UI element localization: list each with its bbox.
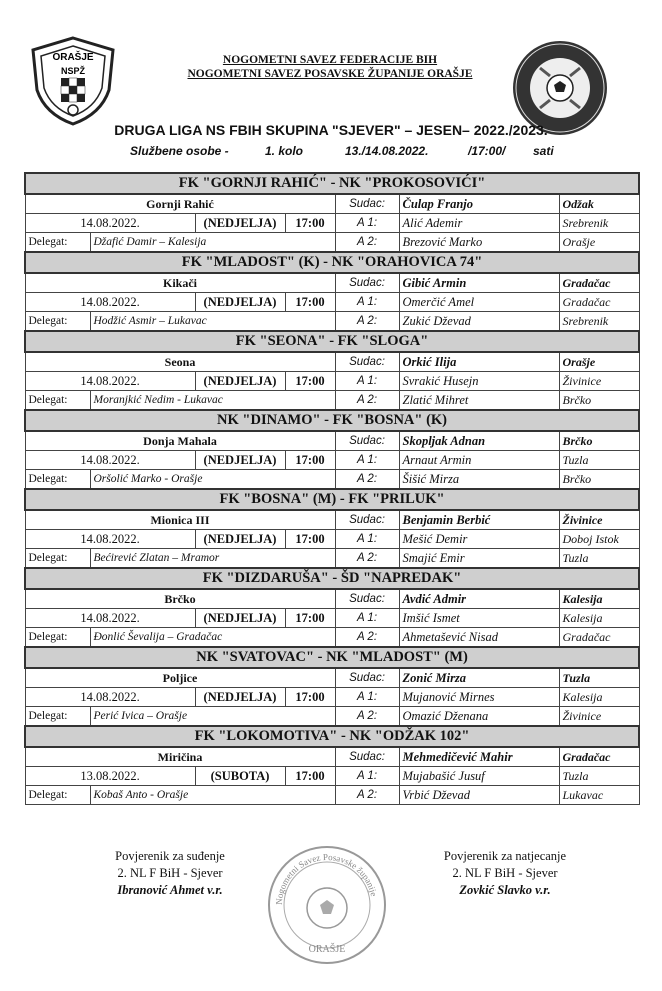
assistant-2-city: Živinice [559,707,639,727]
assistant-2-label: A 2: [335,233,399,253]
date-row [25,451,639,470]
assistant-2-label: A 2: [335,628,399,648]
assistant-1-city: Tuzla [559,451,639,470]
officials-schedule-table [24,172,640,805]
referee-city: Orašje [559,352,639,372]
venue-row [25,589,639,609]
match-title: FK "GORNJI RAHIĆ" - NK "PROKOSOVIĆI" [25,173,639,194]
round-label: 1. kolo [265,144,304,158]
referee-city: Živinice [559,510,639,530]
svg-text:ORAŠJE: ORAŠJE [308,944,346,955]
commissioner-league: 2. NL F BiH - Sjever [452,866,558,880]
match-date: 14.08.2022. [25,293,195,312]
assistant-1-label: A 1: [335,214,399,233]
match-date: 14.08.2022. [25,451,195,470]
match-day: (SUBOTA) [195,767,285,786]
assistant-2-label: A 2: [335,786,399,805]
delegate-label: Delegat: [25,470,90,490]
delegate-row [25,628,639,648]
referee-name: Gibić Armin [399,273,559,293]
referee-label: Sudac: [335,352,399,372]
delegate-name: Hodžić Asmir – Lukavac [90,312,335,332]
assistant-1-city: Tuzla [559,767,639,786]
assistant-1-city: Kalesija [559,609,639,628]
match-title: FK "LOKOMOTIVA" - NK "ODŽAK 102" [25,726,639,747]
assistant-1-city: Srebrenik [559,214,639,233]
referee-name: Avdić Admir [399,589,559,609]
match-header-row [25,647,639,668]
delegate-row [25,707,639,727]
assistant-1-name: Svrakić Husejn [399,372,559,391]
referee-city: Brčko [559,431,639,451]
match-title: NK "DINAMO" - FK "BOSNA" (K) [25,410,639,431]
delegate-name: Bećirević Zlatan – Mramor [90,549,335,569]
match-date: 14.08.2022. [25,688,195,707]
delegate-row [25,549,639,569]
venue-row [25,273,639,293]
venue: Brčko [25,589,335,609]
assistant-1-city: Kalesija [559,688,639,707]
match-title: FK "MLADOST" (K) - NK "ORAHOVICA 74" [25,252,639,273]
assistant-2-city: Tuzla [559,549,639,569]
venue-row [25,194,639,214]
officials-label: Službene osobe - [130,144,229,158]
assistant-2-name: Vrbić Dževad [399,786,559,805]
assistant-2-label: A 2: [335,470,399,490]
assistant-1-name: Mujabašić Jusuf [399,767,559,786]
match-day: (NEDJELJA) [195,214,285,233]
venue: Poljice [25,668,335,688]
delegate-row [25,233,639,253]
venue: Kikači [25,273,335,293]
assistant-2-name: Zlatić Mihret [399,391,559,411]
match-title: FK "SEONA" - FK "SLOGA" [25,331,639,352]
match-time: 17:00 [285,530,335,549]
assistant-1-city: Gradačac [559,293,639,312]
assistant-2-name: Brezović Marko [399,233,559,253]
match-day: (NEDJELJA) [195,451,285,470]
assistant-2-label: A 2: [335,312,399,332]
assistant-1-label: A 1: [335,688,399,707]
match-header-row [25,252,639,273]
assistant-2-name: Zukić Dževad [399,312,559,332]
delegate-name: Moranjkić Nedim - Lukavac [90,391,335,411]
venue: Miričina [25,747,335,767]
assistant-2-label: A 2: [335,549,399,569]
referee-label: Sudac: [335,273,399,293]
referee-name: Zonić Mirza [399,668,559,688]
match-time: 17:00 [285,609,335,628]
referee-name: Orkić Ilija [399,352,559,372]
referee-name: Mehmedičević Mahir [399,747,559,767]
referee-city: Gradačac [559,273,639,293]
delegate-name: Oršolić Marko - Orašje [90,470,335,490]
date-row [25,293,639,312]
referee-label: Sudac: [335,510,399,530]
delegate-label: Delegat: [25,786,90,805]
match-time: 17:00 [285,214,335,233]
delegate-row [25,470,639,490]
match-day: (NEDJELJA) [195,530,285,549]
assistant-1-label: A 1: [335,767,399,786]
venue-row [25,352,639,372]
assistant-2-city: Lukavac [559,786,639,805]
assistant-2-label: A 2: [335,707,399,727]
assistant-1-label: A 1: [335,609,399,628]
assistant-1-name: Mešić Demir [399,530,559,549]
delegate-label: Delegat: [25,391,90,411]
match-time: 17:00 [285,767,335,786]
assistant-1-name: Omerčić Amel [399,293,559,312]
match-time: 17:00 [285,293,335,312]
delegate-name: Džafić Damir – Kalesija [90,233,335,253]
match-time: 17:00 [285,451,335,470]
assistant-1-name: Alić Ademir [399,214,559,233]
delegate-label: Delegat: [25,707,90,727]
svg-text:NSPŽ: NSPŽ [60,66,86,76]
assistant-2-name: Ahmetašević Nisad [399,628,559,648]
assistant-2-city: Gradačac [559,628,639,648]
match-day: (NEDJELJA) [195,609,285,628]
match-header-row [25,568,639,589]
delegate-label: Delegat: [25,628,90,648]
delegate-label: Delegat: [25,312,90,332]
venue-row [25,431,639,451]
org-line-2: NOGOMETNI SAVEZ POSAVSKE ŽUPANIJE ORAŠJE [187,68,473,80]
match-date: 14.08.2022. [25,372,195,391]
org-line-1: NOGOMETNI SAVEZ FEDERACIJE BIH [222,54,438,66]
assistant-2-label: A 2: [335,391,399,411]
match-day: (NEDJELJA) [195,688,285,707]
referee-commissioner [70,848,270,899]
commissioner-signature: Zovkić Slavko v.r. [459,883,551,897]
venue: Gornji Rahić [25,194,335,214]
round-time: /17:00/ [468,144,506,158]
delegate-name: Đonlić Ševalija – Gradačac [90,628,335,648]
referee-city: Tuzla [559,668,639,688]
assistant-2-name: Smajić Emir [399,549,559,569]
commissioner-title: Povjerenik za natjecanje [443,849,567,863]
assistant-1-city: Živinice [559,372,639,391]
referee-label: Sudac: [335,747,399,767]
referee-name: Skopljak Adnan [399,431,559,451]
organization-header [120,53,540,81]
assistant-2-city: Orašje [559,233,639,253]
time-unit: sati [533,144,554,158]
date-row [25,214,639,233]
delegate-row [25,391,639,411]
svg-text:ORAŠJE: ORAŠJE [52,52,94,63]
assistant-1-city: Doboj Istok [559,530,639,549]
venue-row [25,668,639,688]
date-row [25,609,639,628]
match-title: FK "DIZDARUŠA" - ŠD "NAPREDAK" [25,568,639,589]
match-day: (NEDJELJA) [195,293,285,312]
match-header-row [25,726,639,747]
venue: Donja Mahala [25,431,335,451]
match-title: FK "BOSNA" (M) - FK "PRILUK" [25,489,639,510]
venue-row [25,747,639,767]
delegate-label: Delegat: [25,549,90,569]
assistant-1-name: Arnaut Armin [399,451,559,470]
page-title: DRUGA LIGA NS FBIH SKUPINA "SJEVER" – JESEN– 2022./2023. [114,122,548,138]
commissioner-league: 2. NL F BiH - Sjever [117,866,223,880]
delegate-label: Delegat: [25,233,90,253]
date-row [25,767,639,786]
delegate-name: Perić Ivica – Orašje [90,707,335,727]
match-day: (NEDJELJA) [195,372,285,391]
official-stamp [262,840,392,970]
match-header-row [25,331,639,352]
commissioner-signature: Ibranović Ahmet v.r. [117,883,223,897]
assistant-2-city: Brčko [559,391,639,411]
competition-commissioner [405,848,605,899]
referee-city: Gradačac [559,747,639,767]
venue: Mionica III [25,510,335,530]
match-date: 14.08.2022. [25,214,195,233]
date-row [25,372,639,391]
referee-city: Odžak [559,194,639,214]
match-header-row [25,173,639,194]
referee-label: Sudac: [335,589,399,609]
match-header-row [25,489,639,510]
referee-label: Sudac: [335,194,399,214]
referee-name: Čulap Franjo [399,194,559,214]
assistant-2-name: Omazić Dženana [399,707,559,727]
assistant-2-city: Brčko [559,470,639,490]
svg-text:Nogometni Savez Posavske župan: Nogometni Savez Posavske županije [273,851,380,906]
assistant-1-label: A 1: [335,530,399,549]
assistant-1-label: A 1: [335,451,399,470]
match-title: NK "SVATOVAC" - NK "MLADOST" (M) [25,647,639,668]
assistant-2-city: Srebrenik [559,312,639,332]
delegate-row [25,312,639,332]
match-date: 13.08.2022. [25,767,195,786]
assistant-1-label: A 1: [335,372,399,391]
referee-city: Kalesija [559,589,639,609]
match-date: 14.08.2022. [25,609,195,628]
delegate-row [25,786,639,805]
venue-row [25,510,639,530]
referee-label: Sudac: [335,668,399,688]
match-header-row [25,410,639,431]
assistant-1-name: Mujanović Mirnes [399,688,559,707]
date-row [25,530,639,549]
match-time: 17:00 [285,372,335,391]
referee-label: Sudac: [335,431,399,451]
assistant-1-name: Imšić Ismet [399,609,559,628]
commissioner-title: Povjerenik za suđenje [115,849,225,863]
referee-name: Benjamin Berbić [399,510,559,530]
nspz-logo [27,34,119,126]
venue: Seona [25,352,335,372]
match-time: 17:00 [285,688,335,707]
delegate-name: Kobaš Anto - Orašje [90,786,335,805]
date-row [25,688,639,707]
assistant-1-label: A 1: [335,293,399,312]
assistant-2-name: Šišić Mirza [399,470,559,490]
round-dates: 13./14.08.2022. [345,144,429,158]
match-date: 14.08.2022. [25,530,195,549]
